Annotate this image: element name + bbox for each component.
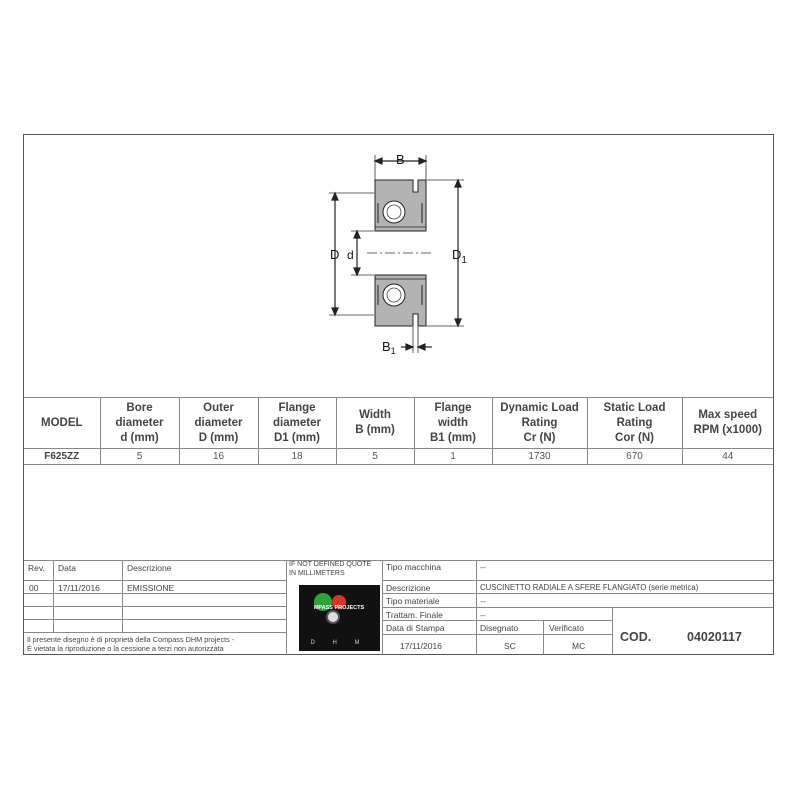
disegnato-label: Disegnato	[480, 623, 519, 633]
descrizione-label: Descrizione	[386, 583, 431, 593]
header-static-load: Static Load Rating Cor (N)	[587, 398, 682, 449]
bearing-drawing	[24, 135, 773, 397]
label-D1: $D_1$	[452, 247, 467, 266]
table-row	[24, 449, 773, 465]
cell-bore: 5	[100, 449, 179, 465]
data-header: Data	[58, 563, 76, 573]
descrizione-value: CUSCINETTO RADIALE A SFERE FLANGIATO (serie metrica)	[480, 583, 699, 592]
header-outer-diameter: Outer diameter D (mm)	[179, 398, 258, 449]
cell-max-speed: 44	[682, 449, 773, 465]
tipo-macchina-value: --	[480, 562, 486, 572]
cell-flange-diameter: 18	[258, 449, 336, 465]
header-dynamic-load: Dynamic Load Rating Cr (N)	[492, 398, 587, 449]
verificato-value: MC	[572, 641, 586, 651]
header-bore-diameter: Bore diameter d (mm)	[100, 398, 179, 449]
descrizione-header: Descrizione	[127, 563, 172, 573]
cell-model: F625ZZ	[24, 449, 100, 465]
data-stampa-value: 17/11/2016	[400, 641, 442, 651]
bearing-upper-half	[375, 180, 426, 231]
svg-text:D H M: D H M	[310, 640, 368, 646]
disegnato-value: SC	[504, 641, 516, 651]
header-max-speed: Max speed RPM (x1000)	[682, 398, 773, 449]
trattam-label: Trattam. Finale	[386, 610, 443, 620]
cod-label: COD.	[620, 630, 652, 644]
spec-table	[24, 397, 773, 465]
header-model: MODEL	[24, 398, 100, 449]
property-note-line2: È vietata la riproduzione o la cessione a terzi non autorizzata	[27, 644, 224, 653]
verificato-label: Verificato	[549, 623, 584, 633]
rev-value: 00	[29, 583, 39, 593]
header-width: Width B (mm)	[336, 398, 414, 449]
property-note-line1: Il presente disegno è di proprietà della Compass DHM projects -	[27, 635, 235, 644]
cod-value: 04020117	[687, 630, 742, 644]
tipo-materiale-label: Tipo materiale	[386, 596, 440, 606]
cell-width: 5	[336, 449, 414, 465]
compass-dhm-logo	[299, 585, 380, 651]
rev-date: 17/11/2016	[58, 583, 100, 593]
cell-static-load: 670	[587, 449, 682, 465]
rev-description: EMISSIONE	[127, 583, 175, 593]
white-gear-icon	[327, 611, 339, 623]
svg-text:MPASS PROJECTS: MPASS PROJECTS	[313, 605, 365, 611]
tipo-macchina-label: Tipo macchina	[386, 562, 441, 572]
spec-header-row	[24, 398, 773, 449]
rev-header: Rev.	[28, 563, 45, 573]
cell-dynamic-load: 1730	[492, 449, 587, 465]
trattam-value: --	[480, 610, 486, 620]
drawing-sheet	[23, 134, 774, 655]
header-flange-width: Flange width B1 (mm)	[414, 398, 492, 449]
quote-note-line1: IF NOT DEFINED QUOTE	[289, 561, 372, 568]
bearing-lower-half	[375, 275, 426, 326]
cell-flange-width: 1	[414, 449, 492, 465]
label-B: B	[396, 152, 405, 167]
header-flange-diameter: Flange diameter D1 (mm)	[258, 398, 336, 449]
label-d: d	[347, 248, 354, 262]
cell-outer: 16	[179, 449, 258, 465]
label-D: D	[330, 247, 340, 262]
tipo-materiale-value: --	[480, 596, 486, 606]
data-stampa-label: Data di Stampa	[386, 623, 445, 633]
quote-note-line2: IN MILLIMETERS	[289, 570, 345, 577]
label-B1: $B_1$	[382, 339, 396, 356]
